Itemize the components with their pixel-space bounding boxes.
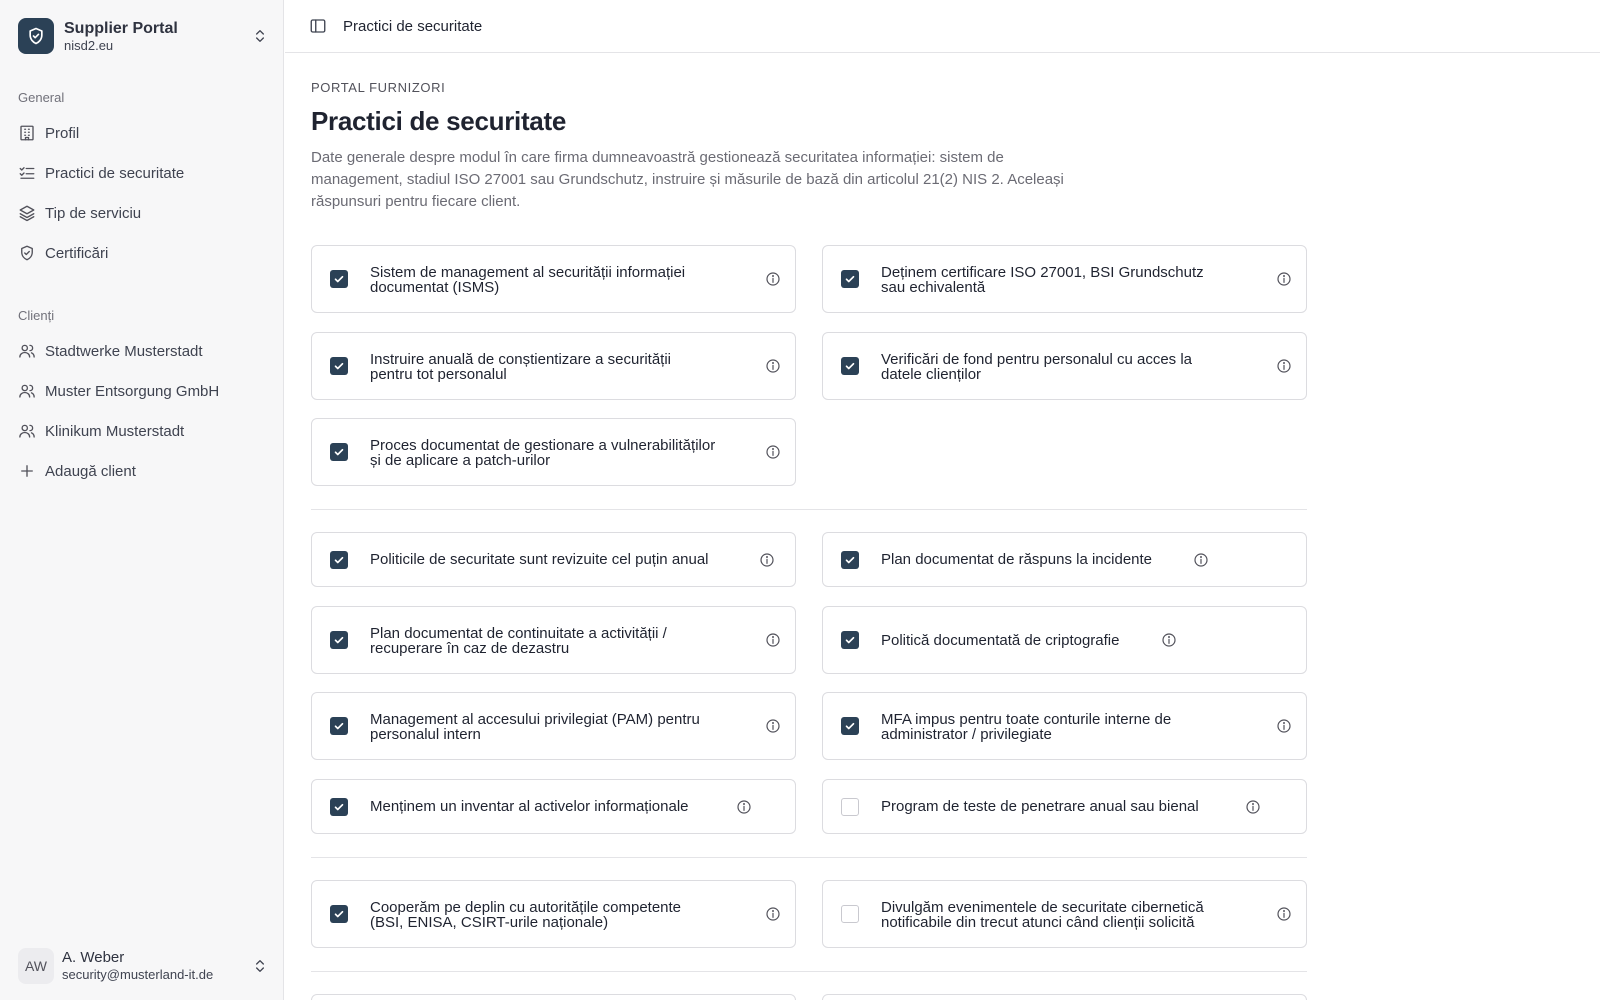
info-icon[interactable] bbox=[1276, 271, 1292, 287]
practice-card[interactable] bbox=[822, 994, 1307, 1000]
practice-card[interactable] bbox=[311, 245, 796, 313]
brand-title: Supplier Portal bbox=[64, 19, 178, 37]
sidebar-item-label: Klinikum Musterstadt bbox=[45, 422, 185, 440]
sidebar-item-label: Tip de serviciu bbox=[45, 204, 142, 222]
top-header bbox=[285, 0, 1600, 53]
sidebar-item-certificari[interactable] bbox=[10, 236, 272, 270]
user-email: security@musterland-it.de bbox=[62, 967, 214, 982]
sidebar-item-tip-de-serviciu[interactable] bbox=[10, 196, 272, 230]
checkbox-checked[interactable] bbox=[841, 270, 859, 288]
info-icon[interactable] bbox=[765, 906, 781, 922]
practice-label-line: datele clienților bbox=[881, 366, 982, 383]
practice-label bbox=[881, 265, 1204, 295]
practice-label bbox=[370, 712, 700, 742]
users-icon bbox=[18, 422, 36, 440]
info-icon[interactable] bbox=[1161, 632, 1177, 648]
checkbox-checked[interactable] bbox=[330, 551, 348, 569]
sidebar-item-client-stadtwerke[interactable] bbox=[10, 334, 272, 368]
practice-label-line: Cooperăm pe deplin cu autoritățile competente bbox=[370, 899, 682, 916]
section-divider bbox=[311, 509, 1307, 510]
users-icon bbox=[18, 382, 36, 400]
sidebar bbox=[0, 0, 284, 1000]
practice-label-line: Verificări de fond pentru personalul cu acces la bbox=[881, 351, 1193, 368]
practice-label-line: Plan documentat de continuitate a activității / bbox=[370, 625, 667, 642]
sidebar-item-profil[interactable] bbox=[10, 116, 272, 150]
sidebar-item-client-muster-entsorgung[interactable] bbox=[10, 374, 272, 408]
practice-label bbox=[370, 352, 671, 382]
sidebar-item-label: Profil bbox=[45, 124, 80, 142]
practice-label-line: Divulgăm evenimentele de securitate cibernetică bbox=[881, 899, 1204, 916]
practice-label-line: notificabile din trecut atunci când clienții solicită bbox=[881, 914, 1195, 931]
shield-check-icon bbox=[18, 244, 36, 262]
panel-left-icon bbox=[309, 17, 327, 35]
add-client-button[interactable] bbox=[10, 454, 272, 488]
avatar: AW bbox=[18, 948, 54, 984]
practice-label-line: MFA impus pentru toate conturile interne de bbox=[881, 711, 1172, 728]
practice-label bbox=[881, 799, 1199, 814]
practice-card[interactable] bbox=[822, 692, 1307, 760]
sidebar-item-label: Certificări bbox=[45, 244, 109, 262]
info-icon[interactable] bbox=[765, 632, 781, 648]
practice-card[interactable] bbox=[311, 692, 796, 760]
practice-card[interactable] bbox=[311, 532, 796, 587]
checkbox-checked[interactable] bbox=[841, 631, 859, 649]
practice-label bbox=[370, 626, 667, 656]
info-icon[interactable] bbox=[1276, 718, 1292, 734]
main-content bbox=[311, 80, 1306, 213]
add-client-label: Adaugă client bbox=[45, 462, 136, 480]
practice-label bbox=[370, 438, 715, 468]
practice-card[interactable] bbox=[311, 779, 796, 834]
nav-section-clients: Clienți bbox=[18, 308, 55, 323]
checkbox-checked[interactable] bbox=[841, 551, 859, 569]
info-icon[interactable] bbox=[1276, 358, 1292, 374]
practice-label-line: Proces documentat de gestionare a vulnerabilităților bbox=[370, 437, 716, 454]
practice-label bbox=[881, 633, 1119, 648]
info-icon[interactable] bbox=[765, 271, 781, 287]
practice-label-line: documentat (ISMS) bbox=[370, 279, 500, 296]
practice-card[interactable] bbox=[311, 994, 796, 1000]
info-icon[interactable] bbox=[736, 799, 752, 815]
brand-domain: nisd2.eu bbox=[64, 37, 114, 53]
checkbox-checked[interactable] bbox=[330, 905, 348, 923]
info-icon[interactable] bbox=[1276, 906, 1292, 922]
practice-card[interactable] bbox=[822, 532, 1307, 587]
sidebar-item-label: Practici de securitate bbox=[45, 164, 185, 182]
practice-label-line: personalul intern bbox=[370, 726, 481, 743]
practice-label-line: sau echivalentă bbox=[881, 279, 986, 296]
checkbox-checked[interactable] bbox=[330, 357, 348, 375]
info-icon[interactable] bbox=[759, 552, 775, 568]
practice-label-line: Plan documentat de răspuns la incidente bbox=[881, 551, 1153, 568]
practice-label-line: Deținem certificare ISO 27001, BSI Grundschutz bbox=[881, 264, 1204, 281]
sidebar-toggle-button[interactable] bbox=[305, 13, 331, 39]
practice-label bbox=[370, 799, 689, 814]
practice-card[interactable] bbox=[311, 880, 796, 948]
sidebar-item-label: Stadtwerke Musterstadt bbox=[45, 342, 203, 360]
info-icon[interactable] bbox=[765, 718, 781, 734]
sidebar-item-practici-de-securitate[interactable] bbox=[10, 156, 272, 190]
checkbox-checked[interactable] bbox=[330, 443, 348, 461]
building-icon bbox=[18, 124, 36, 142]
shield-check-icon bbox=[18, 18, 54, 54]
practice-label bbox=[881, 712, 1171, 742]
layers-icon bbox=[18, 204, 36, 222]
practice-label-line: recuperare în caz de dezastru bbox=[370, 640, 570, 657]
user-name: A. Weber bbox=[62, 949, 125, 966]
plus-icon bbox=[18, 462, 36, 480]
practice-label-line: Menținem un inventar al activelor informaționale bbox=[370, 798, 689, 815]
info-icon[interactable] bbox=[765, 358, 781, 374]
practice-label-line: și de aplicare a patch-urilor bbox=[370, 452, 551, 469]
checkbox-checked[interactable] bbox=[330, 270, 348, 288]
checkbox-checked[interactable] bbox=[330, 798, 348, 816]
nav-section-general: General bbox=[18, 90, 65, 105]
practice-label-line: Sistem de management al securității informației bbox=[370, 264, 686, 281]
practice-card[interactable] bbox=[822, 245, 1307, 313]
info-icon[interactable] bbox=[1193, 552, 1209, 568]
checkbox-unchecked[interactable] bbox=[841, 798, 859, 816]
practice-label bbox=[370, 900, 681, 930]
sidebar-item-client-klinikum[interactable] bbox=[10, 414, 272, 448]
info-icon[interactable] bbox=[1245, 799, 1261, 815]
chevrons-up-down-icon bbox=[252, 28, 268, 44]
page-title: Practici de securitate bbox=[311, 106, 566, 136]
practice-card[interactable] bbox=[822, 779, 1307, 834]
section-divider bbox=[311, 857, 1307, 858]
practice-label-line: administrator / privilegiate bbox=[881, 726, 1052, 743]
practice-label-line: Management al accesului privilegiat (PAM) pentru bbox=[370, 711, 700, 728]
section-divider bbox=[311, 971, 1307, 972]
practice-card[interactable] bbox=[822, 606, 1307, 674]
practice-label-line: Program de teste de penetrare anual sau bienal bbox=[881, 798, 1199, 815]
chevrons-up-down-icon bbox=[252, 958, 268, 974]
practice-label bbox=[881, 900, 1204, 930]
breadcrumb-current: Practici de securitate bbox=[343, 17, 483, 35]
checkbox-checked[interactable] bbox=[841, 357, 859, 375]
workspace-switcher[interactable] bbox=[18, 17, 268, 55]
practice-label-line: (BSI, ENISA, CSIRT-urile naționale) bbox=[370, 914, 609, 931]
checkbox-checked[interactable] bbox=[330, 631, 348, 649]
practice-card[interactable] bbox=[822, 332, 1307, 400]
users-icon bbox=[18, 342, 36, 360]
practice-card[interactable] bbox=[822, 880, 1307, 948]
practice-label bbox=[370, 552, 709, 567]
practice-label-line: pentru tot personalul bbox=[370, 366, 507, 383]
list-check-icon bbox=[18, 164, 36, 182]
page-eyebrow: PORTAL FURNIZORI bbox=[311, 80, 446, 95]
checkbox-unchecked[interactable] bbox=[841, 905, 859, 923]
practice-label bbox=[370, 265, 685, 295]
page-description: Date generale despre modul în care firma dumneavoastră gestionează securitatea informației: sistem de management, stadiul ISO 27001 sau Grundschutz, instruire și măsurile de bază din articolul 21(2) NIS 2. Aceleași răspunsuri pentru fiecare client. bbox=[311, 149, 1064, 210]
checkbox-checked[interactable] bbox=[330, 717, 348, 735]
info-icon[interactable] bbox=[765, 444, 781, 460]
sidebar-item-label: Muster Entsorgung GmbH bbox=[45, 382, 220, 400]
checkbox-checked[interactable] bbox=[841, 717, 859, 735]
practice-label-line: Instruire anuală de conștientizare a securității bbox=[370, 351, 671, 368]
practice-card[interactable] bbox=[311, 418, 796, 486]
practice-label-line: Politică documentată de criptografie bbox=[881, 632, 1120, 649]
practice-card[interactable] bbox=[311, 332, 796, 400]
practice-label bbox=[881, 552, 1152, 567]
user-menu[interactable] bbox=[18, 946, 268, 986]
practice-label bbox=[881, 352, 1192, 382]
practice-label-line: Politicile de securitate sunt revizuite cel puțin anual bbox=[370, 551, 709, 568]
practice-card[interactable] bbox=[311, 606, 796, 674]
